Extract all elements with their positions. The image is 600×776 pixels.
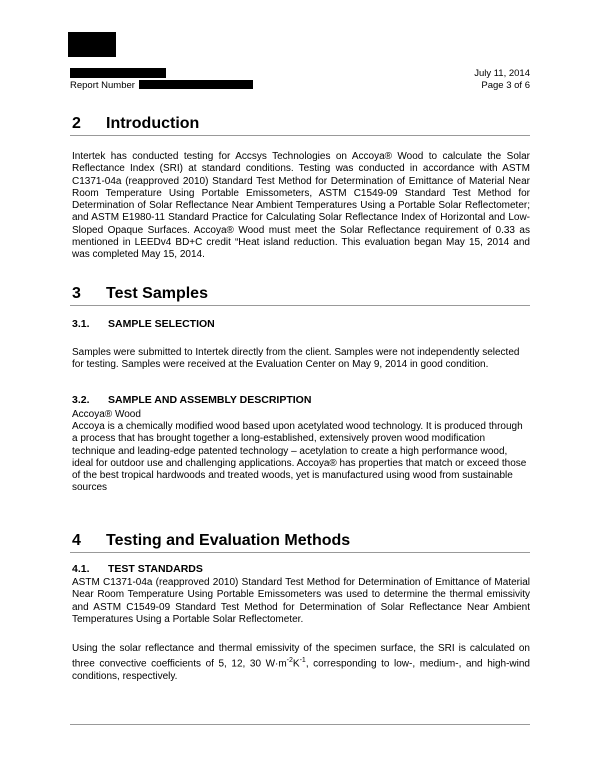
header-right [474,68,530,92]
subsection-number: 4.1. [72,563,90,575]
subheading-sample-description [72,394,311,406]
subsection-title: TEST STANDARDS [108,563,203,575]
sri-text-end: , corresponding to low-, medium-, and high-wind conditions, respectively. [72,658,530,682]
product-name: Accoya® Wood [72,409,141,420]
introduction-paragraph: Intertek has conducted testing for Accsys Technologies on Accoya® Wood to calculate the Solar Reflectance Index (SRI) at standard conditions. Testing was conducted in accordance with ASTM C1371-04a (reapproved 2010) Standard Test Method for Determination of Emittance of Material Near Room Temperature Using Portable Emissometers, ASTM C1549-09 Standard Test Method for Determination of Solar Reflectance Near Ambient Temperatures Using a Portable Solar Reflectometer; and ASTM E1980-11 Standard Practice for Calculating Solar Reflectance Index of Horizontal and Low-Sloped Opaque Surfaces. Accoya® Wood must meet the Solar Reflectance requirement of 0.33 as mentioned in LEEDv4 BD+C credit “Heat island reduction. This evaluation began May 15, 2014 and was completed May 15, 2014. [72,151,530,261]
heading-rule [70,305,530,306]
subheading-test-standards [72,563,203,575]
redacted-logo [68,32,116,57]
subsection-title: SAMPLE AND ASSEMBLY DESCRIPTION [108,394,312,406]
section-number: 4 [72,532,81,549]
report-number-label: Report Number [70,80,135,91]
redacted-client-name [70,68,166,78]
section-title: Introduction [106,115,200,132]
subsection-number: 3.1. [72,318,90,330]
section-number: 3 [72,285,81,302]
section-heading-testing-methods [72,532,350,550]
test-standards-paragraph: ASTM C1371-04a (reapproved 2010) Standard Test Method for Determination of Emittance of Material Near Room Temperature Using Portable Emissometers was used to determine the thermal emissivity and ASTM C1549-09 Standard Test Method for Determination of Solar Reflectance Near Ambient Temperatures Using a Portable Solar Reflectometer. [72,577,530,625]
sample-description-paragraph: Accoya is a chemically modified wood based upon acetylated wood technology. It is produced through a process that has brought together a long-established, extensively proven wood modification technique and leading-edge patented technology – acetylation to create a high performance wood, ideal for outdoor use and challenging applications. Accoya® has properties that match or exceed those of the best tropical hardwoods and treated woods, yet is manufactured using wood from sustainable sources [72,421,527,494]
section-heading-introduction [72,115,199,133]
section-heading-test-samples [72,285,208,303]
sri-text-start: Using the solar reflectance and thermal emissivity of the specimen surface, the SRI is calculated on three convective coefficients of 5, 12, 30 W·m [72,643,530,670]
page-number: Page 3 of 6 [481,80,530,91]
subsection-title: SAMPLE SELECTION [108,318,215,330]
subsection-number: 3.2. [72,394,90,406]
section-number: 2 [72,115,81,132]
section-title: Testing and Evaluation Methods [106,532,351,549]
report-number-line [70,80,253,92]
report-date: July 11, 2014 [474,68,530,79]
sri-exponent-1: -2 [286,657,293,665]
redacted-report-number [139,80,253,89]
sample-selection-paragraph: Samples were submitted to Intertek directly from the client. Samples were not independently selected for testing. Samples were received at the Evaluation Center on May 9, 2014 in good condition. [72,347,520,371]
heading-rule [70,552,530,553]
footer-rule [70,724,530,725]
sri-paragraph [72,643,530,683]
section-title: Test Samples [106,285,208,302]
sri-unit-k: K [292,658,300,670]
subheading-sample-selection [72,318,215,330]
heading-rule [70,135,530,136]
sri-exponent-2: -1 [299,657,306,665]
